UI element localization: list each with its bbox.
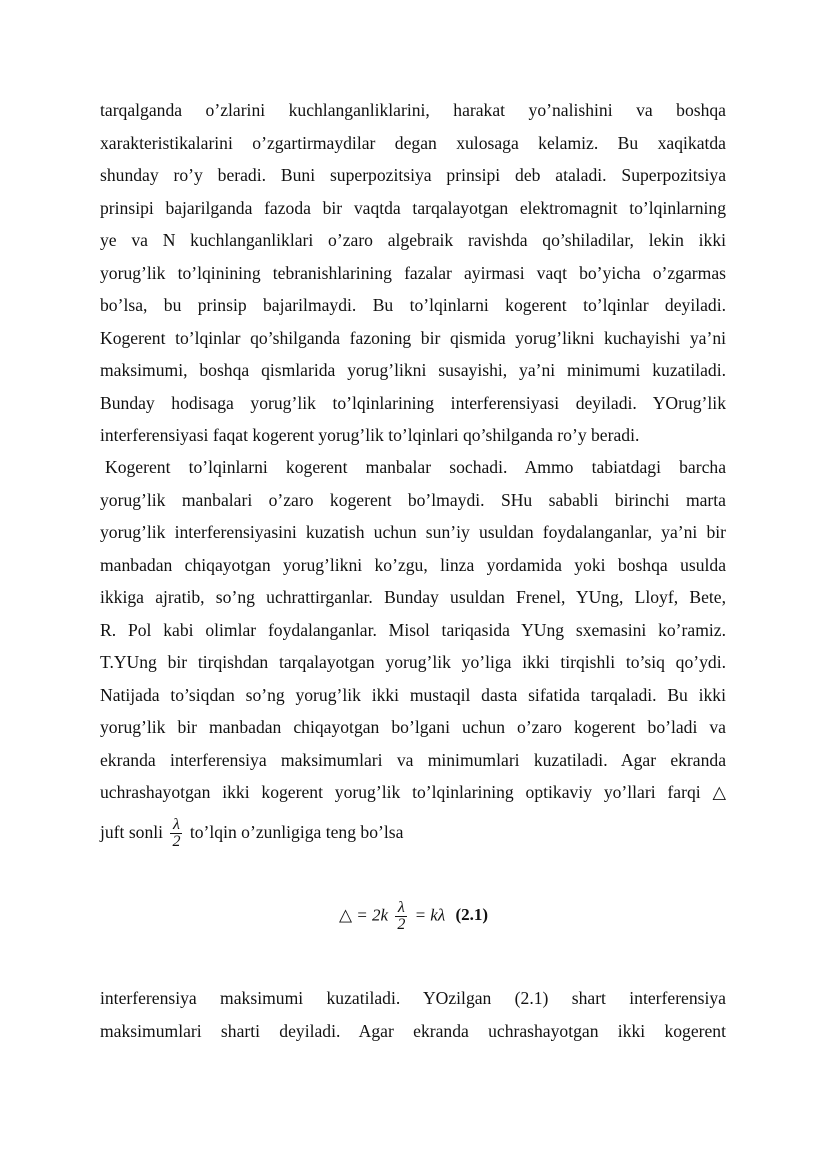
half-wavelength-line [100, 812, 403, 852]
text-line: ekranda interferensiya maksimumlari va minimumlari kuzatiladi. Agar ekranda [100, 749, 726, 770]
text-fragment: to’lqin o’zunligiga teng bo’lsa [189, 822, 404, 842]
text-line: R. Pol kabi olimlar foydalanganlar. Misol tariqasida YUng sxemasini ko’ramiz. [100, 619, 726, 640]
text-line: prinsipi bajarilganda fazoda bir vaqtda tarqalayotgan elektromagnit to’lqinlarning [100, 197, 726, 218]
fraction-numerator: λ [395, 900, 407, 917]
equation-2-1 [0, 900, 827, 933]
text-line: yorug’lik manbalari o’zaro kogerent bo’lmaydi. SHu sababli birinchi marta [100, 489, 726, 510]
text-line: maksimumi, boshqa qismlarida yorug’likni susayishi, ya’ni minimumi kuzatiladi. [100, 360, 726, 380]
text-line: yorug’lik bir manbadan chiqayotgan bo’lgani uchun o’zaro kogerent bo’ladi va [100, 717, 726, 737]
text-line: xarakteristikalarini o’zgartirmaydilar degan xulosaga kelamiz. Bu xaqikatda [100, 132, 726, 153]
text-line: Kogerent to’lqinlar qo’shilganda fazoning bir qismida yorug’likni kuchayishi ya’ni [100, 327, 726, 348]
equation-rhs: = kλ [414, 905, 446, 925]
text-fragment: juft sonli [100, 822, 164, 842]
text-line: Kogerent to’lqinlarni kogerent manbalar sochadi. Ammo tabiatdagi barcha [105, 457, 726, 477]
text-line: shunday ro’y beradi. Buni superpozitsiya prinsipi deb ataladi. Superpozitsiya [100, 165, 726, 185]
text-line: Natijada to’siqdan so’ng yorug’lik ikki mustaqil dasta sifatida tarqaladi. Bu ikki [100, 684, 726, 705]
text-line: bo’lsa, bu prinsip bajarilmaydi. Bu to’lqinlarni kogerent to’lqinlar deyiladi. [100, 295, 726, 315]
text-line: interferensiya maksimumi kuzatiladi. YOzilgan (2.1) shart interferensiya [100, 988, 726, 1008]
equation-fraction [395, 900, 407, 933]
paragraph-maxima-condition [100, 982, 726, 1047]
text-line: interferensiyasi faqat kogerent yorug’lik to’lqinlari qo’shilganda ro’y beradi. [100, 425, 640, 445]
text-line: yorug’lik to’lqinining tebranishlarining fazalar ayirmasi vaqt bo’yicha o’zgarmas [100, 262, 726, 283]
lambda-over-two-fraction [170, 817, 182, 850]
text-line: yorug’lik interferensiyasini kuzatish uchun sun’iy usuldan foydalanganlar, ya’ni bir [100, 522, 726, 542]
fraction-denominator: 2 [397, 916, 406, 933]
equation-number: (2.1) [455, 905, 489, 925]
text-line: manbadan chiqayotgan yorug’likni ko’zgu, linza yordamida yoki boshqa usulda [100, 554, 726, 575]
paragraph-superposition [100, 94, 726, 452]
text-line: maksimumlari sharti deyiladi. Agar ekranda uchrashayotgan ikki kogerent [100, 1020, 726, 1041]
text-line: Bunday hodisaga yorug’lik to’lqinlarining interferensiyasi deyiladi. YOrug’lik [100, 392, 726, 413]
fraction-numerator: λ [170, 817, 182, 834]
text-line: T.YUng bir tirqishdan tarqalayotgan yorug’lik yo’liga ikki tirqishli to’siq qo’ydi. [100, 652, 726, 672]
text-line: tarqalganda o’zlarini kuchlanganliklarini, harakat yo’nalishini va boshqa [100, 100, 726, 120]
equation-lhs: △ = 2k [338, 905, 389, 925]
text-line: ikkiga ajratib, so’ng uchrattirganlar. Bunday usuldan Frenel, YUng, Lloyf, Bete, [100, 587, 726, 607]
fraction-denominator: 2 [172, 833, 181, 851]
text-line: ye va N kuchlanganliklari o’zaro algebraik ravishda qo’shiladilar, lekin ikki [100, 230, 726, 250]
paragraph-coherent-sources [100, 451, 726, 809]
text-line: uchrashayotgan ikki kogerent yorug’lik to’lqinlarining optikaviy yo’llari farqi △ [100, 782, 726, 802]
